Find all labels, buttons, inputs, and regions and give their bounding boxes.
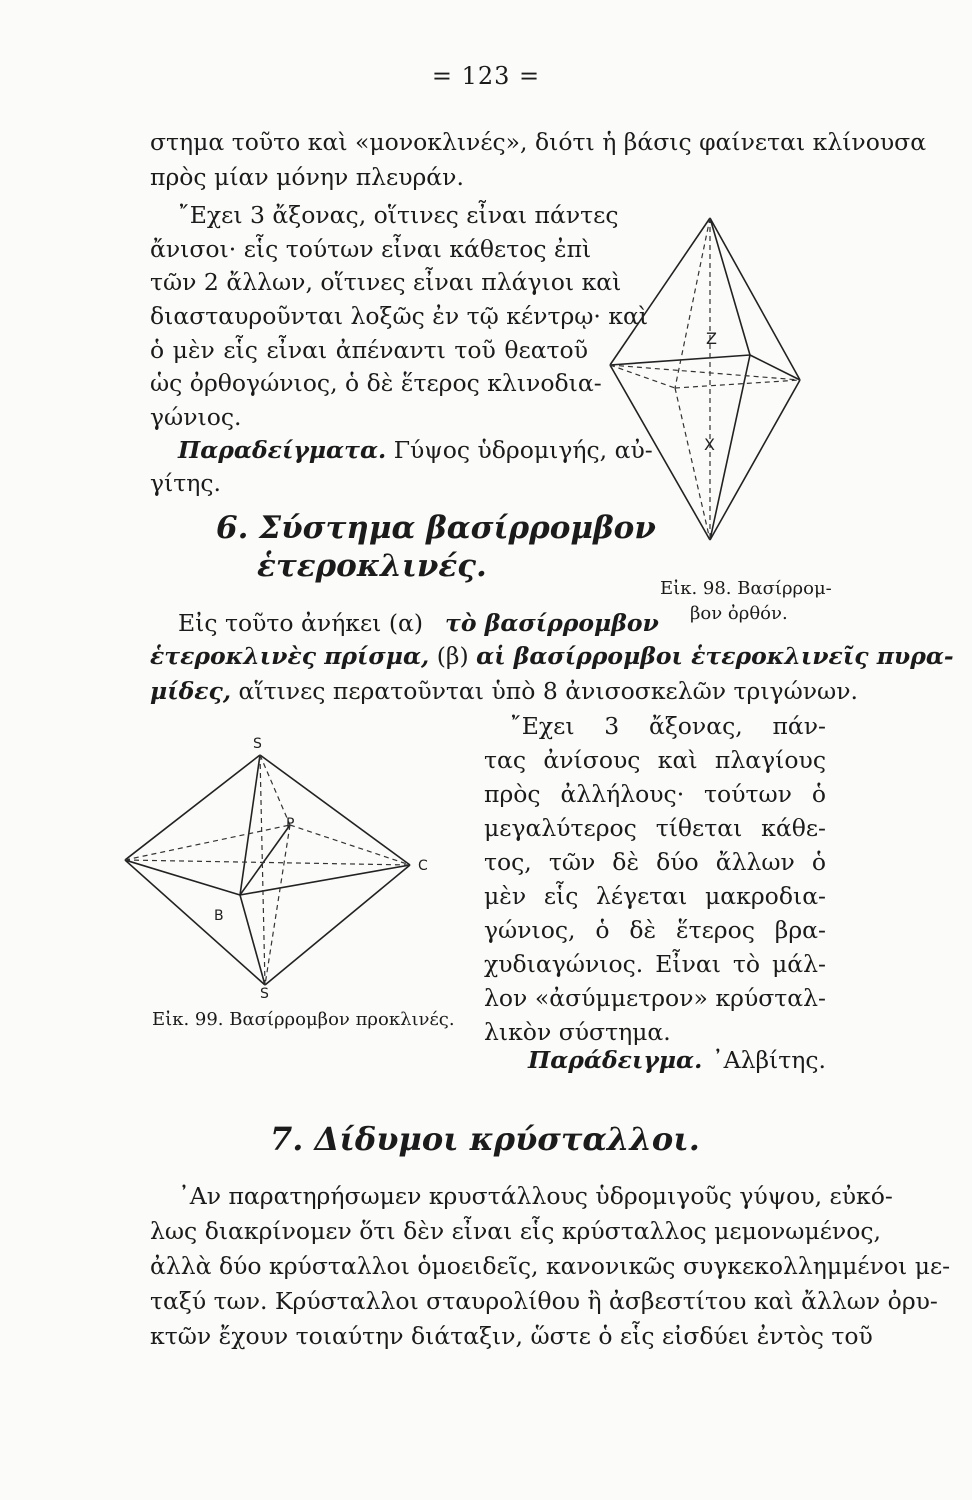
text-line: ἄνισοι· εἷς τούτων εἶναι κάθετος ἐπὶ xyxy=(150,235,592,263)
text-line: λως διακρίνομεν ὅτι δὲν εἶναι εἷς κρύσταλλος μεμονωμένος, xyxy=(150,1217,881,1245)
text-line: χυδιαγώνιος. Εἶναι τὸ μάλ- xyxy=(484,950,826,978)
section-6-heading: 6. Σύστημα βασίρρομβον xyxy=(216,510,656,546)
hidden-edge xyxy=(610,365,675,388)
label-s-top: S xyxy=(253,736,262,752)
text-line: ῎Εχει 3 ἄξονας, πάν- xyxy=(510,712,826,740)
edge-line xyxy=(240,895,265,985)
text-line: ταξύ των. Κρύσταλλοι σταυρολίθου ἢ ἀσβεστίτου καὶ ἄλλων ὀρυ- xyxy=(150,1287,938,1315)
figure-98-caption-cont: βον ὀρθόν. xyxy=(690,603,788,624)
text-line: λον «ἀσύμμετρον» κρύσταλ- xyxy=(484,984,826,1012)
text-line: ᾿Αν παρατηρήσωμεν κρυστάλλους ὑδρομιγοῦς γύψου, εὐκό- xyxy=(178,1182,893,1210)
examples-text: Γύψος ὑδρομιγής, αὐ- xyxy=(386,436,653,464)
text-line: Εἰς τοῦτο ἀνήκει (α) τὸ βασίρρομβον xyxy=(178,609,659,637)
edge-line xyxy=(610,365,710,540)
edge-line xyxy=(240,825,290,895)
edge-line xyxy=(710,355,750,540)
figure-99-caption: Εἰκ. 99. Βασίρρομβον προκλινές. xyxy=(152,1009,455,1030)
axis-line xyxy=(260,755,265,985)
text-line: γίτης. xyxy=(150,469,221,497)
text-line: ῎Εχει 3 ἄξονας, οἵτινες εἶναι πάντες xyxy=(178,201,619,229)
text-line: τας ἀνίσους καὶ πλαγίους xyxy=(484,746,826,774)
hidden-edge xyxy=(290,825,410,865)
text-line: πρὸς ἀλλήλους· τούτων ὁ xyxy=(484,780,826,808)
hidden-edge xyxy=(125,825,290,860)
text-line xyxy=(528,1044,826,1076)
hidden-edge xyxy=(675,388,710,540)
label-s-bottom: S xyxy=(260,986,269,1000)
axis-line xyxy=(610,365,800,380)
edge-line xyxy=(125,860,240,895)
edge-line xyxy=(240,865,410,895)
edge-line xyxy=(125,755,260,860)
text-line: πρὸς μίαν μόνην πλευράν. xyxy=(150,163,464,191)
edge-line xyxy=(710,380,800,540)
example-label: Παράδειγμα. xyxy=(528,1046,703,1074)
text-line: γώνιος, ὁ δὲ ἕτερος βρα- xyxy=(484,916,826,944)
figure-98-caption: Εἰκ. 98. Βασίρρομ- xyxy=(660,578,832,599)
text-line: τῶν 2 ἄλλων, οἵτινες εἶναι πλάγιοι καὶ xyxy=(150,268,622,296)
text-line: στημα τοῦτο καὶ «μονοκλινές», διότι ἡ βάσις φαίνεται κλίνουσα xyxy=(150,128,927,156)
edge-line xyxy=(265,865,410,985)
figure-98-diagram xyxy=(600,210,810,550)
label-z: Z xyxy=(706,329,717,348)
figure-99-diagram xyxy=(110,730,450,1000)
text-line: μίδες, αἵτινες περατοῦνται ὑπὸ 8 ἀνισοσκελῶν τριγώνων. xyxy=(150,677,858,705)
label-x: X xyxy=(704,435,715,454)
axis-line xyxy=(125,860,410,865)
edge-line xyxy=(240,755,260,895)
text-line: ὡς ὀρθογώνιος, ὁ δὲ ἕτερος κλινοδια- xyxy=(150,369,602,397)
text-line: ἑτεροκλινὲς πρίσμα, (β) αἱ βασίρρομβοι ἑτεροκλινεῖς πυρα- xyxy=(150,642,954,670)
hidden-edge xyxy=(265,825,290,985)
label-b: B xyxy=(214,908,224,924)
italic-term: μίδες, xyxy=(150,677,232,705)
text-line: γώνιος. xyxy=(150,403,242,431)
text-line: μὲν εἷς λέγεται μακροδια- xyxy=(484,882,826,910)
text-line: διασταυροῦνται λοξῶς ἐν τῷ κέντρῳ· καὶ xyxy=(150,302,649,330)
section-7-heading: 7. Δίδυμοι κρύσταλλοι. xyxy=(270,1120,700,1158)
italic-term: ἑτεροκλινὲς πρίσμα, xyxy=(150,642,430,670)
edge-line xyxy=(710,218,800,380)
examples-label: Παραδείγματα. xyxy=(178,436,387,464)
edge-line xyxy=(260,755,410,865)
italic-term: αἱ βασίρρομβοι ἑτεροκλινεῖς πυρα- xyxy=(476,642,954,670)
text-line: τος, τῶν δὲ δύο ἄλλων ὁ xyxy=(484,848,826,876)
hidden-edge xyxy=(675,380,800,388)
text-line: λικὸν σύστημα. xyxy=(484,1018,671,1046)
text-line xyxy=(178,434,653,466)
text-line: ὁ μὲν εἷς εἶναι ἀπέναντι τοῦ θεατοῦ xyxy=(150,336,588,364)
example-text: ᾿Αλβίτης. xyxy=(711,1046,826,1074)
text-line: μεγαλύτερος τίθεται κάθε- xyxy=(484,814,826,842)
label-p: P xyxy=(286,816,295,832)
page-number: = 123 = xyxy=(431,62,541,90)
italic-term: τὸ βασίρρομβον xyxy=(445,609,659,637)
text-line: ἀλλὰ δύο κρύσταλλοι ὁμοειδεῖς, κανονικῶς συγκεκολλημμένοι με- xyxy=(150,1252,951,1280)
edge-line xyxy=(125,860,265,985)
text-line: κτῶν ἔχουν τοιαύτην διάταξιν, ὥστε ὁ εἷς εἰσδύει ἐντὸς τοῦ xyxy=(150,1322,873,1350)
section-6-heading-cont: ἑτεροκλινές. xyxy=(257,548,487,584)
label-c: C xyxy=(418,858,428,874)
